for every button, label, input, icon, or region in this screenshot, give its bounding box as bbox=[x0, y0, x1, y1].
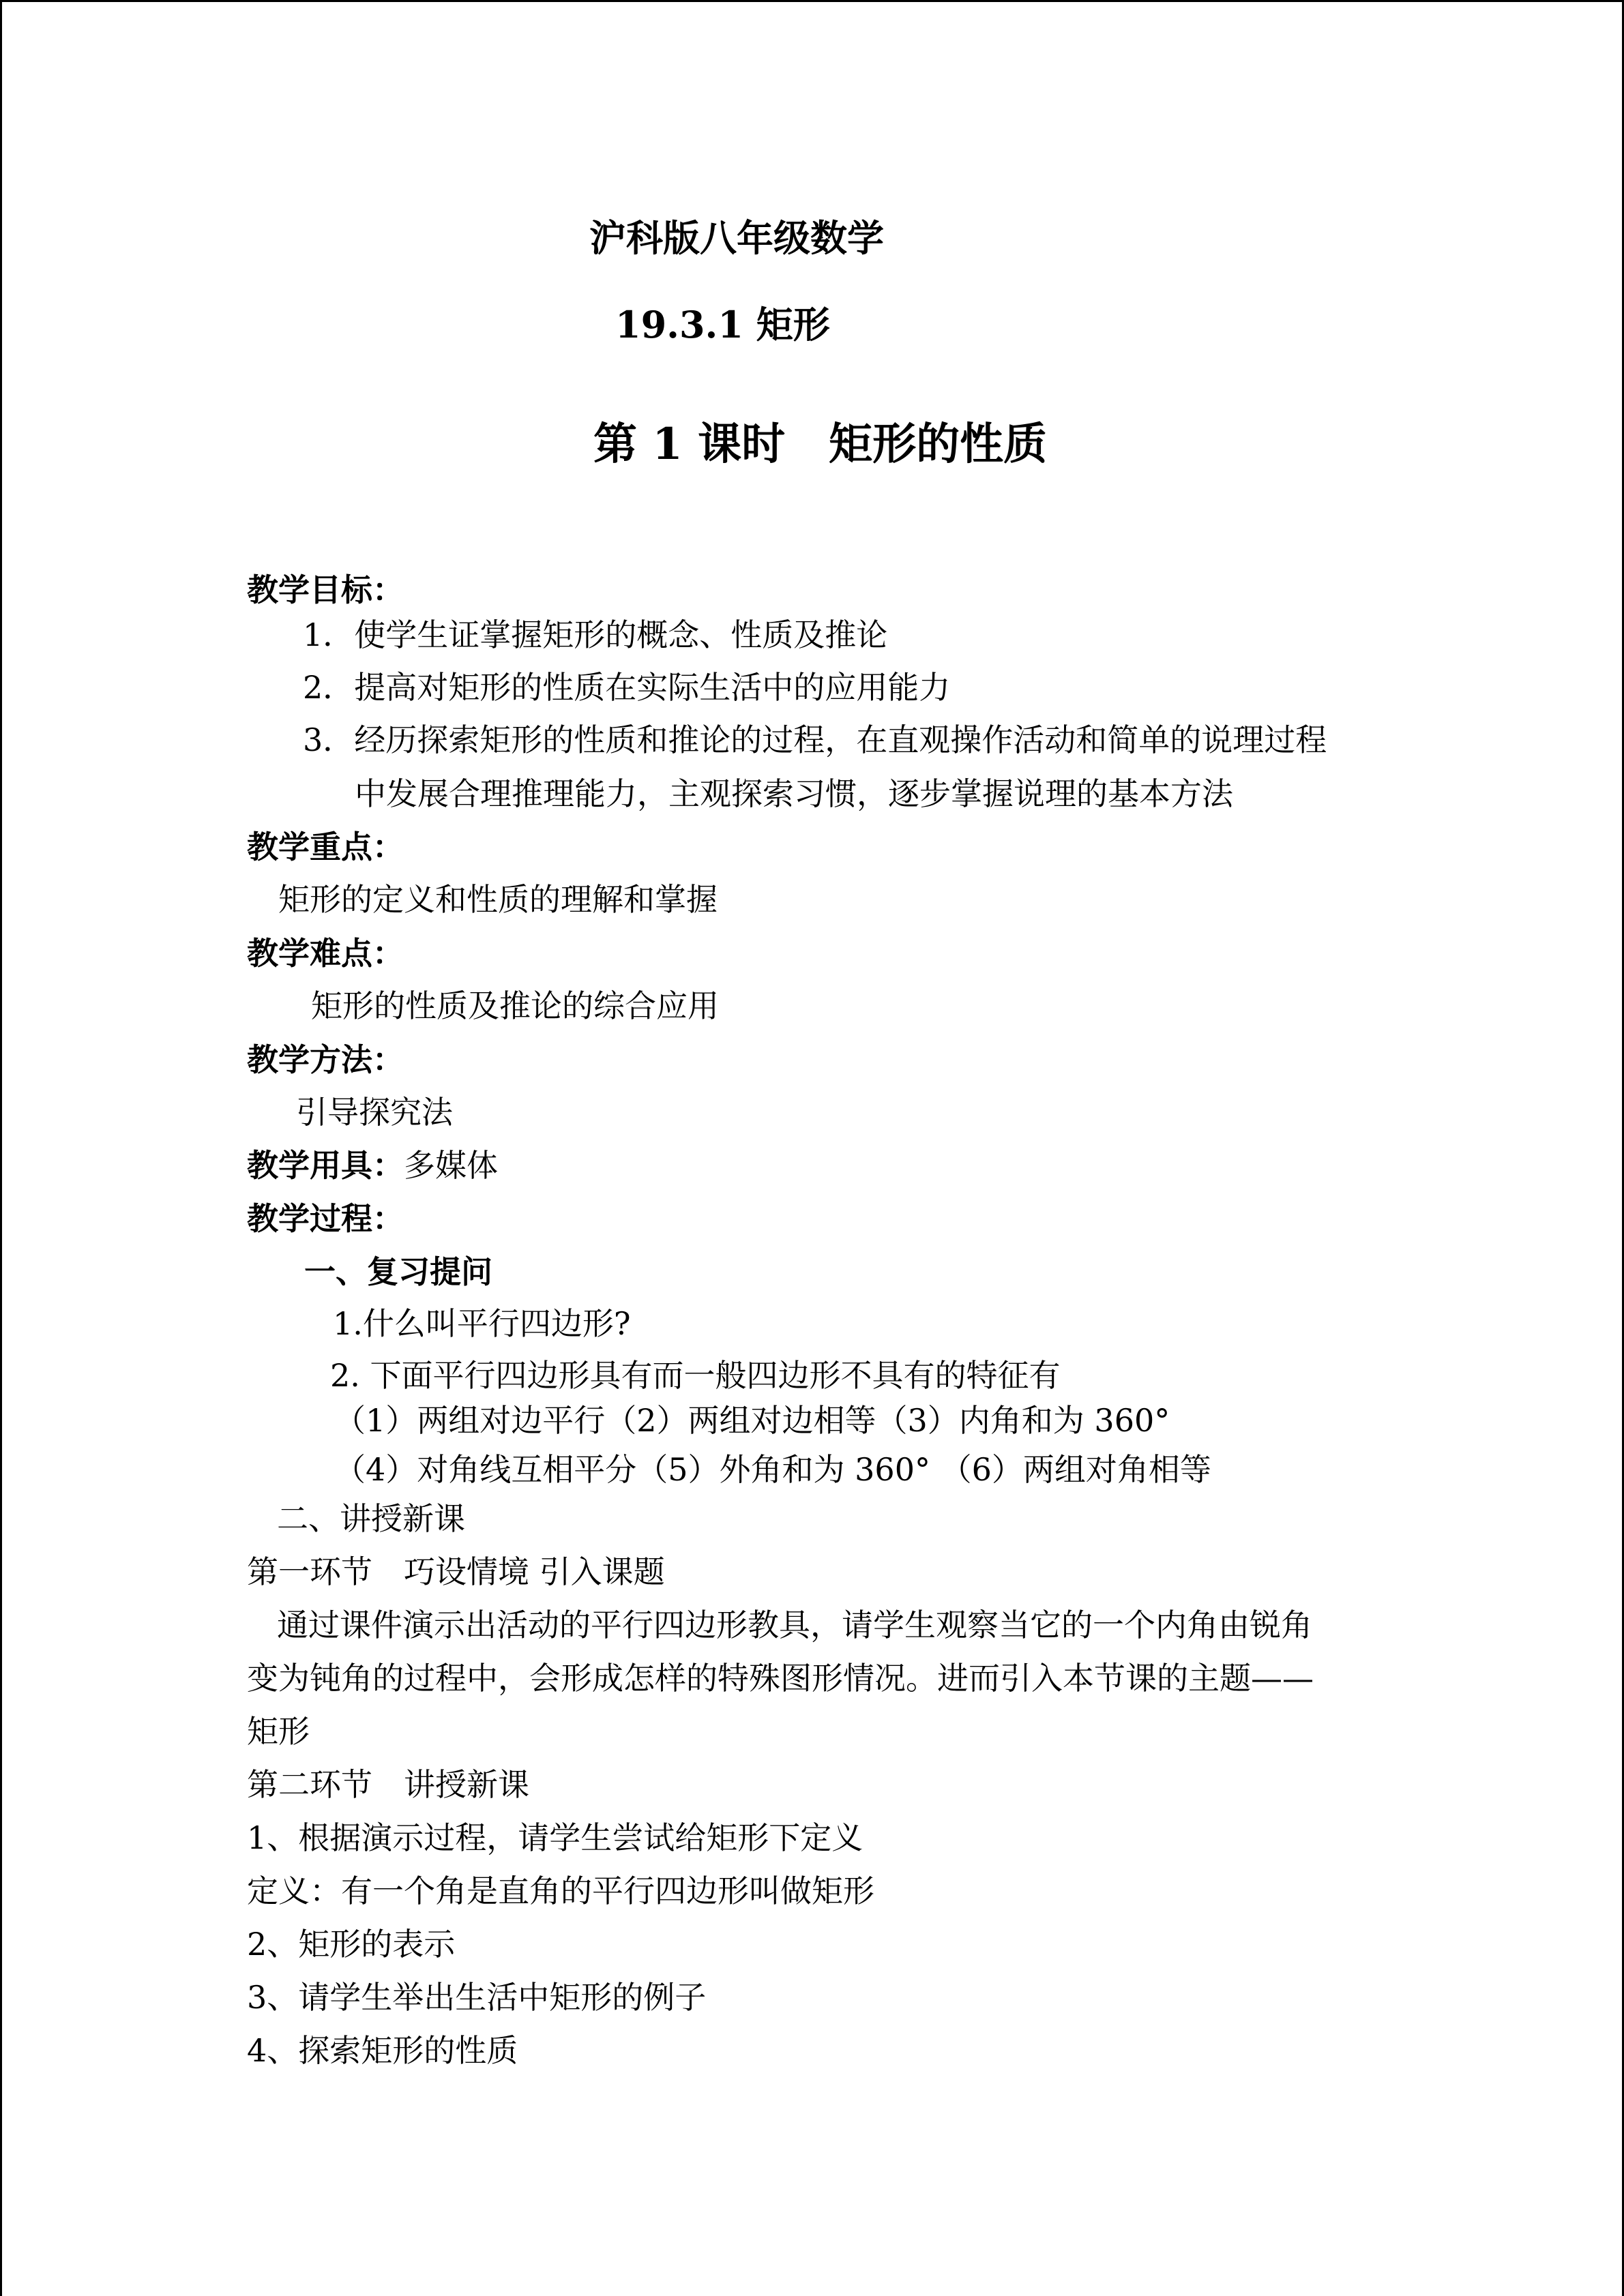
stage2-title: 第二环节 讲授新课 bbox=[247, 1766, 529, 1803]
page-border-left bbox=[0, 0, 2, 2296]
tools-text: 多媒体 bbox=[404, 1147, 498, 1184]
section-title: 19.3.1 矩形 bbox=[615, 303, 830, 346]
key-points-text: 矩形的定义和性质的理解和掌握 bbox=[278, 881, 718, 918]
step-3-text: 3、请学生举出生活中矩形的例子 bbox=[247, 1979, 707, 2016]
process-heading: 教学过程： bbox=[247, 1200, 404, 1237]
lesson-title: 第 1 课时 矩形的性质 bbox=[593, 419, 1048, 470]
key-points-heading: 教学重点： bbox=[247, 829, 404, 865]
objective-item-3-continued: 中发展合理推理能力，主观探索习惯，逐步掌握说理的基本方法 bbox=[355, 775, 1233, 812]
review-heading: 一、复习提问 bbox=[304, 1253, 492, 1290]
step-4-text: 4、探索矩形的性质 bbox=[247, 2032, 518, 2069]
review-question-2: 2. 下面平行四边形具有而一般四边形不具有的特征有 bbox=[330, 1357, 1061, 1394]
stage1-title: 第一环节 巧设情境 引入课题 bbox=[247, 1553, 665, 1590]
objective-item-3: 3．经历探索矩形的性质和推论的过程，在直观操作活动和简单的说理过程 bbox=[303, 721, 1327, 758]
objective-item-2: 2．提高对矩形的性质在实际生活中的应用能力 bbox=[303, 669, 951, 706]
review-options-row-1: （1）两组对边平行（2）两组对边相等（3）内角和为 360° bbox=[334, 1402, 1170, 1439]
publisher-grade-title: 沪科版八年级数学 bbox=[589, 216, 884, 260]
stage1-paragraph-line-3: 矩形 bbox=[247, 1713, 310, 1750]
difficulties-text: 矩形的性质及推论的综合应用 bbox=[311, 987, 719, 1024]
method-heading: 教学方法： bbox=[247, 1041, 404, 1078]
tools-line bbox=[247, 1147, 498, 1184]
stage1-paragraph-line-2: 变为钝角的过程中，会形成怎样的特殊图形情况。进而引入本节课的主题—— bbox=[247, 1660, 1314, 1697]
definition-text: 定义：有一个角是直角的平行四边形叫做矩形 bbox=[247, 1873, 874, 1909]
review-question-1: 1.什么叫平行四边形? bbox=[333, 1305, 631, 1342]
step-2-text: 2、矩形的表示 bbox=[247, 1926, 456, 1963]
page-border-top bbox=[0, 0, 1624, 2]
step-1-text: 1、根据演示过程，请学生尝试给矩形下定义 bbox=[247, 1819, 863, 1856]
objective-item-1: 1．使学生证掌握矩形的概念、性质及推论 bbox=[303, 616, 888, 653]
difficulties-heading: 教学难点： bbox=[247, 935, 404, 972]
new-lesson-heading: 二、讲授新课 bbox=[277, 1500, 465, 1537]
objectives-heading: 教学目标： bbox=[247, 571, 404, 608]
stage1-paragraph-line-1: 通过课件演示出活动的平行四边形教具，请学生观察当它的一个内角由锐角 bbox=[277, 1607, 1312, 1643]
method-text: 引导探究法 bbox=[296, 1094, 453, 1131]
review-options-row-2: （4）对角线互相平分（5）外角和为 360° （6）两组对角相等 bbox=[334, 1451, 1211, 1488]
tools-heading: 教学用具： bbox=[247, 1147, 404, 1184]
